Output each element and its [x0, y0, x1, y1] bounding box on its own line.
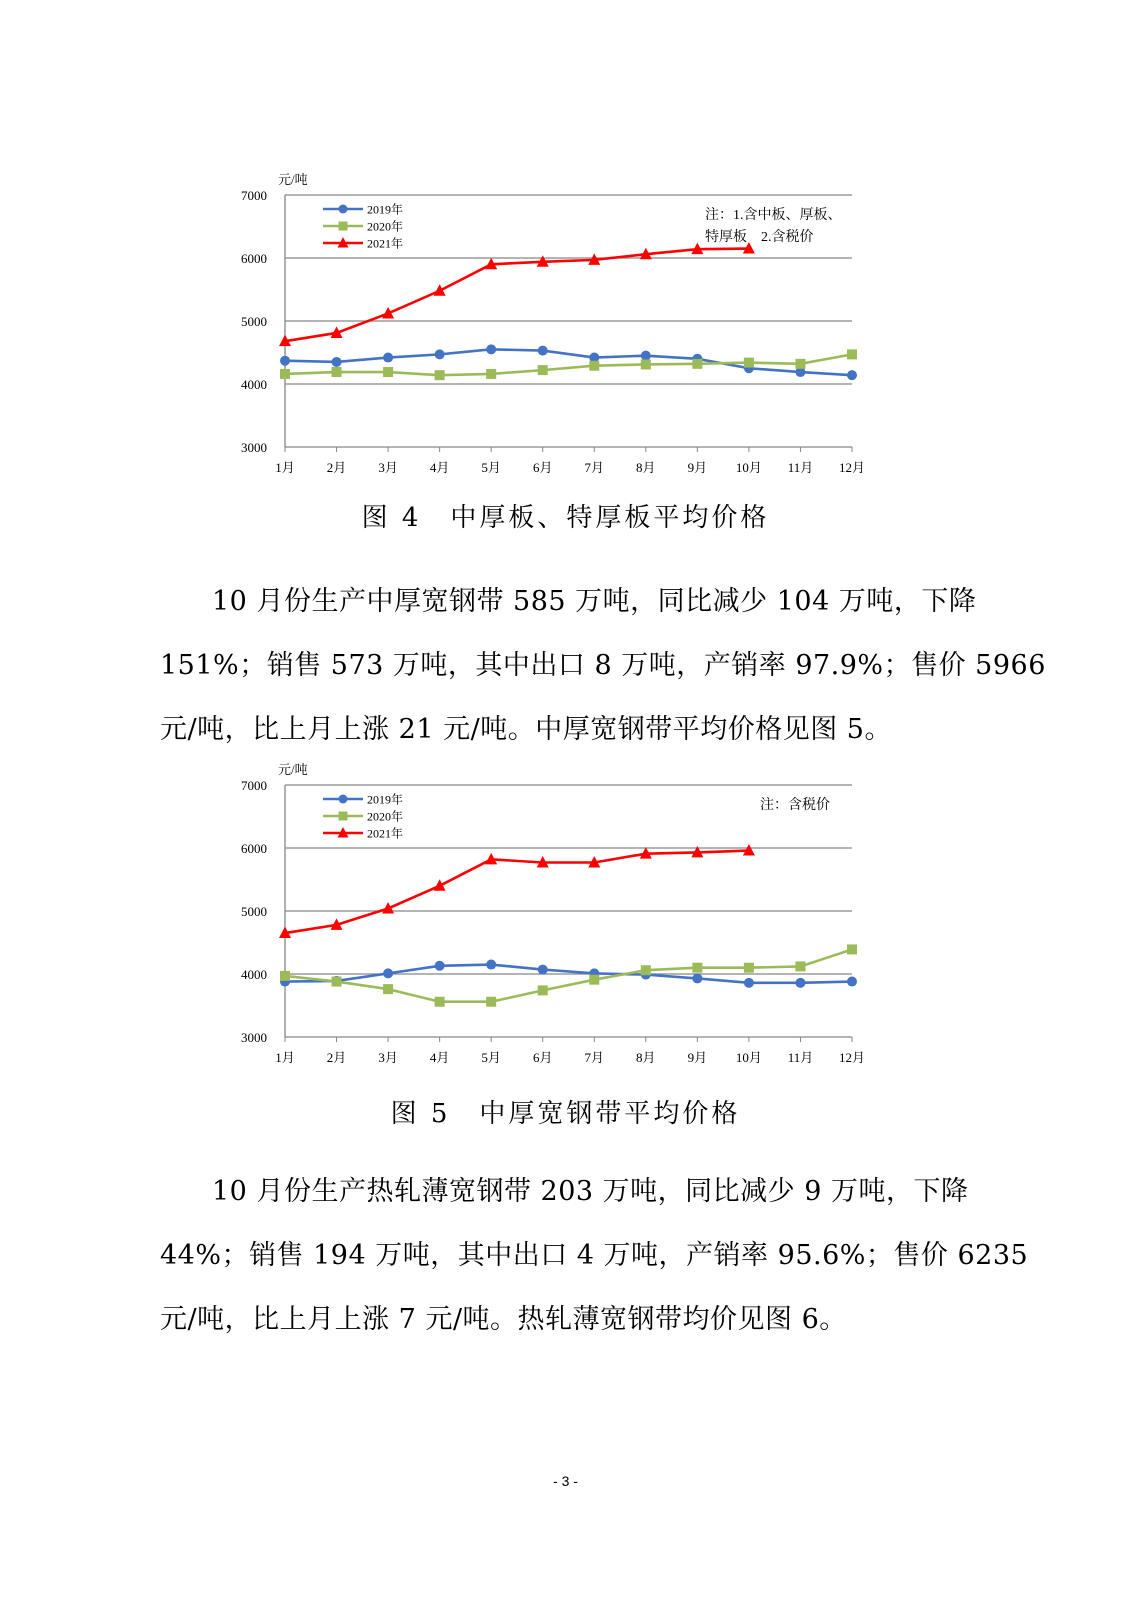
- chart-figure-4: [220, 170, 880, 484]
- x-tick-label: 8月: [636, 1050, 656, 1065]
- x-tick-label: 2月: [326, 460, 347, 475]
- figure-5-caption: 图 5 中厚宽钢带平均价格: [390, 1099, 741, 1129]
- data-point: [641, 351, 651, 361]
- line-chart-svg: [220, 170, 880, 480]
- data-point: [847, 370, 857, 380]
- x-tick-label: 5月: [481, 1050, 501, 1065]
- legend-marker: [339, 795, 348, 804]
- data-point: [795, 359, 805, 369]
- x-tick-label: 7月: [584, 1050, 605, 1065]
- x-tick-label: 2月: [326, 1050, 347, 1065]
- x-tick-label: 3月: [378, 1050, 398, 1065]
- data-point: [692, 973, 702, 983]
- data-point: [280, 971, 290, 981]
- x-tick-label: 8月: [636, 460, 656, 475]
- figure-4-caption: 图 4 中厚板、特厚板平均价格: [361, 503, 770, 533]
- data-point: [486, 369, 496, 379]
- data-point: [692, 359, 702, 369]
- data-point: [383, 367, 393, 377]
- legend-label: 2020年: [367, 219, 404, 234]
- data-point: [538, 985, 548, 995]
- data-point: [538, 346, 548, 356]
- y-tick-label: 4000: [241, 967, 267, 982]
- legend-marker: [339, 812, 348, 821]
- y-tick-label: 5000: [241, 904, 267, 919]
- y-tick-label: 5000: [241, 314, 267, 329]
- data-point: [435, 349, 445, 359]
- x-tick-label: 1月: [275, 460, 295, 475]
- x-tick-label: 12月: [838, 1050, 866, 1065]
- x-tick-label: 6月: [532, 1050, 553, 1065]
- x-tick-label: 10月: [735, 460, 762, 475]
- data-point: [589, 361, 599, 371]
- series-line-2021年: [285, 249, 749, 342]
- series-line-2020年: [285, 354, 852, 375]
- data-point: [641, 359, 651, 369]
- x-tick-label: 11月: [787, 460, 814, 475]
- paragraph-line: 10 月份生产中厚宽钢带 585 万吨，同比减少 104 万吨，下降: [212, 586, 977, 617]
- paragraph-line: 10 月份生产热轧薄宽钢带 203 万吨，同比减少 9 万吨，下降: [212, 1176, 969, 1207]
- y-unit-label: 元/吨: [278, 762, 308, 777]
- data-point: [383, 984, 393, 994]
- data-point: [383, 968, 393, 978]
- data-point: [435, 997, 445, 1007]
- data-point: [538, 965, 548, 975]
- legend-label: 2021年: [367, 826, 404, 841]
- data-point: [280, 356, 290, 366]
- x-tick-label: 4月: [429, 460, 450, 475]
- chart-figure-5: [220, 760, 880, 1074]
- data-point: [692, 963, 702, 973]
- line-chart-svg: [220, 760, 880, 1070]
- x-tick-label: 9月: [687, 1050, 708, 1065]
- paragraph-medium-thick-strip: [160, 570, 1046, 762]
- data-point: [280, 369, 290, 379]
- y-tick-label: 7000: [241, 778, 267, 793]
- chart-note: 注：含税价: [760, 798, 830, 813]
- x-tick-label: 3月: [378, 460, 398, 475]
- legend-marker: [339, 222, 348, 231]
- x-tick-label: 10月: [735, 1050, 762, 1065]
- data-point: [641, 965, 651, 975]
- legend-label: 2019年: [367, 792, 404, 807]
- y-tick-label: 3000: [241, 1030, 267, 1045]
- legend-marker: [339, 205, 348, 214]
- x-tick-label: 12月: [838, 460, 866, 475]
- legend-label: 2020年: [367, 809, 404, 824]
- data-point: [332, 357, 342, 367]
- data-point: [589, 975, 599, 985]
- series-line-2021年: [285, 851, 749, 934]
- x-tick-label: 11月: [787, 1050, 814, 1065]
- data-point: [795, 961, 805, 971]
- data-point: [847, 977, 857, 987]
- x-tick-label: 7月: [584, 460, 605, 475]
- y-tick-label: 4000: [241, 377, 267, 392]
- data-point: [744, 978, 754, 988]
- data-point: [383, 353, 393, 363]
- x-tick-label: 6月: [532, 460, 553, 475]
- y-tick-label: 3000: [241, 440, 267, 455]
- x-tick-label: 1月: [275, 1050, 295, 1065]
- paragraph-line: 元/吨，比上月上涨 21 元/吨。中厚宽钢带平均价格见图 5。: [160, 714, 892, 745]
- paragraph-line: 151%；销售 573 万吨，其中出口 8 万吨，产销率 97.9%；售价 5966: [160, 650, 1046, 681]
- data-point: [538, 365, 548, 375]
- y-unit-label: 元/吨: [278, 172, 308, 187]
- paragraph-line: 44%；销售 194 万吨，其中出口 4 万吨，产销率 95.6%；售价 6235: [160, 1240, 1029, 1271]
- chart-note: 注：1.含中板、厚板、: [705, 208, 842, 223]
- y-tick-label: 7000: [241, 188, 267, 203]
- data-point: [486, 344, 496, 354]
- data-point: [332, 367, 342, 377]
- data-point: [486, 960, 496, 970]
- data-point: [435, 961, 445, 971]
- data-point: [795, 978, 805, 988]
- data-point: [332, 977, 342, 987]
- data-point: [744, 963, 754, 973]
- page-number: - 3 -: [553, 1473, 578, 1489]
- paragraph-hot-rolled-strip: [160, 1160, 1029, 1352]
- paragraph-line: 元/吨，比上月上涨 7 元/吨。热轧薄宽钢带均价见图 6。: [160, 1304, 847, 1335]
- x-tick-label: 5月: [481, 460, 501, 475]
- data-point: [744, 358, 754, 368]
- data-point: [847, 349, 857, 359]
- y-tick-label: 6000: [241, 841, 267, 856]
- data-point: [435, 370, 445, 380]
- legend-label: 2019年: [367, 202, 404, 217]
- chart-note: 特厚板 2.含税价: [705, 230, 814, 245]
- x-tick-label: 9月: [687, 460, 708, 475]
- x-tick-label: 4月: [429, 1050, 450, 1065]
- data-point: [847, 944, 857, 954]
- legend-label: 2021年: [367, 236, 404, 251]
- data-point: [486, 997, 496, 1007]
- y-tick-label: 6000: [241, 251, 267, 266]
